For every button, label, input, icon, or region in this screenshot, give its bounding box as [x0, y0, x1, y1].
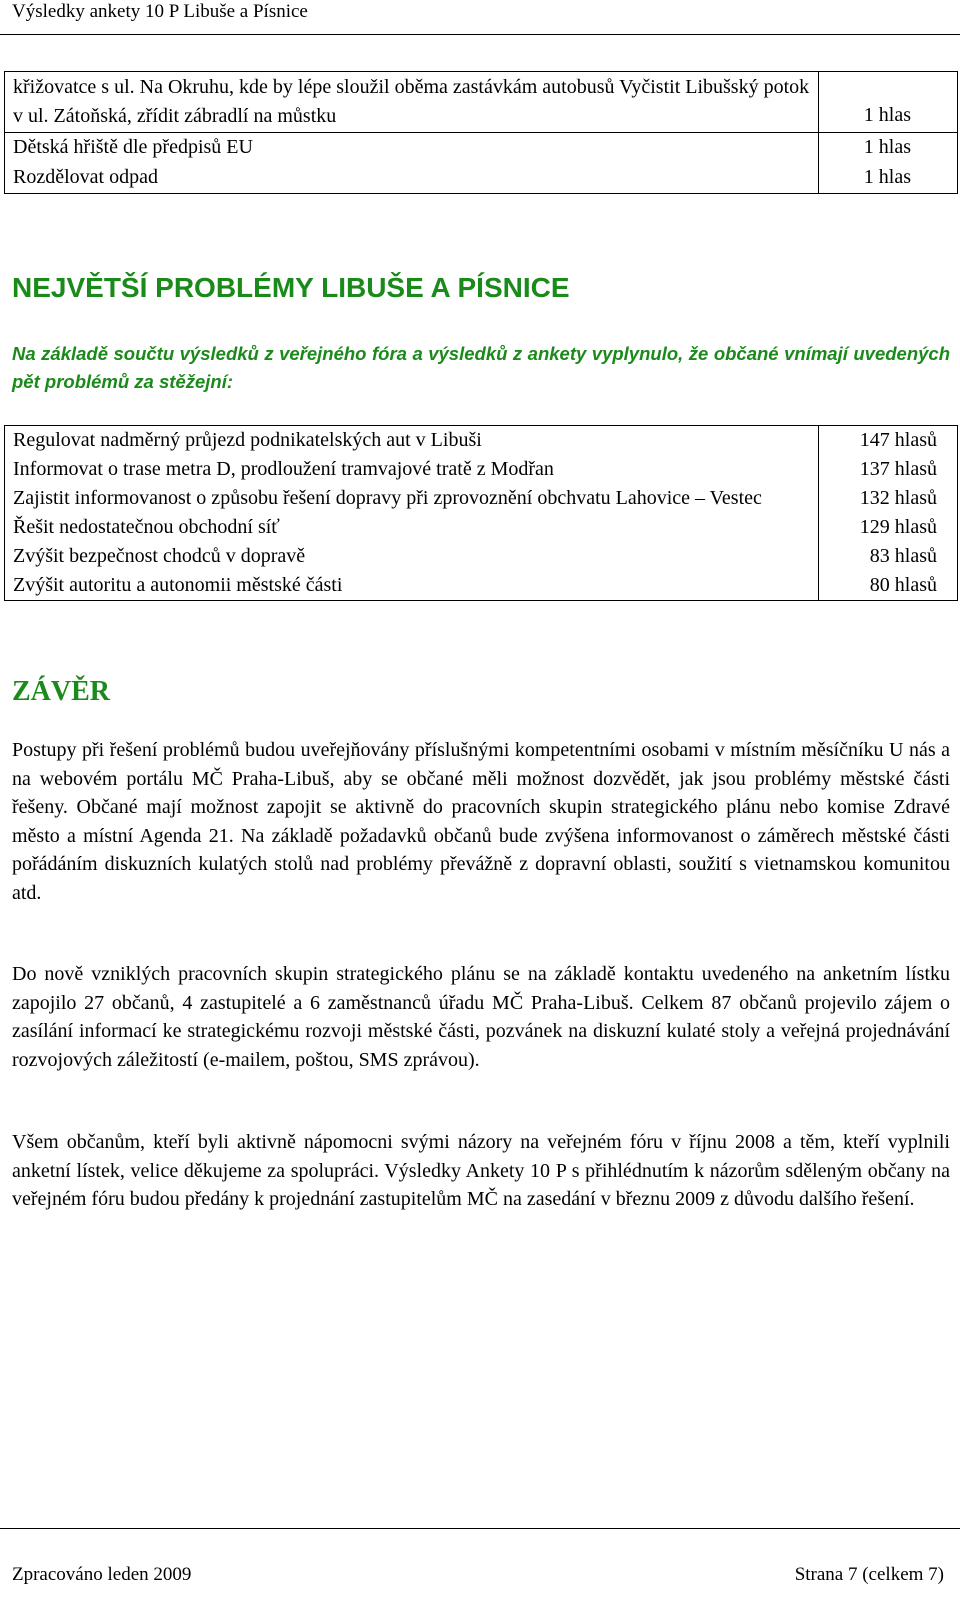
footer-date: Zpracováno leden 2009 — [12, 1564, 192, 1585]
votes-table-continued — [4, 71, 958, 194]
table-cell-votes: 1 hlas — [819, 163, 958, 194]
table-row — [5, 163, 958, 194]
table-cell-description: Zajistit informovanost o způsobu řešení dopravy při zprovoznění obchvatu Lahovice – Vestec — [5, 484, 819, 513]
table-cell-votes: 1 hlas — [819, 72, 958, 133]
table-cell-votes: 80 hlasů — [819, 571, 958, 601]
table-row — [5, 455, 958, 484]
table-row — [5, 133, 958, 164]
section-heading-problems: NEJVĚTŠÍ PROBLÉMY LIBUŠE A PÍSNICE — [12, 272, 570, 303]
table-row — [5, 72, 958, 133]
table-cell-description: Dětská hřiště dle předpisů EU — [5, 133, 819, 164]
table-row — [5, 542, 958, 571]
table-row — [5, 513, 958, 542]
table-cell-description: Zvýšit bezpečnost chodců v dopravě — [5, 542, 819, 571]
table-cell-votes: 147 hlasů — [819, 426, 958, 456]
table-row — [5, 426, 958, 456]
footer-divider — [0, 1528, 960, 1529]
header-divider — [0, 34, 960, 35]
table-cell-votes: 1 hlas — [819, 133, 958, 164]
table-cell-description: Řešit nedostatečnou obchodní síť — [5, 513, 819, 542]
table-cell-description: Rozdělovat odpad — [5, 163, 819, 194]
table-cell-description: Zvýšit autoritu a autonomii městské části — [5, 571, 819, 601]
table-row — [5, 484, 958, 513]
table-cell-description: křižovatce s ul. Na Okruhu, kde by lépe sloužil oběma zastávkám autobusů Vyčistit Libušský potok v ul. Zátoňská, zřídit zábradlí na můstku — [5, 72, 819, 133]
table-row — [5, 571, 958, 601]
table-cell-votes: 129 hlasů — [819, 513, 958, 542]
table-cell-votes: 83 hlasů — [819, 542, 958, 571]
table-cell-votes: 137 hlasů — [819, 455, 958, 484]
conclusion-paragraph-1: Postupy při řešení problémů budou uveřejňovány příslušnými kompetentními osobami v místním měsíčníku U nás a na webovém portálu MČ Praha-Libuš, aby se občané měli možnost dozvědět, jak jsou problémy městské části řešeny. Občané mají možnost zapojit se aktivně do pracovních skupin strategického plánu nebo komise Zdravé město a místní Agenda 21. Na základě požadavků občanů bude zvýšena informovanost o záměrech městské části pořádáním diskuzních kulatých stolů nad problémy převážně z dopravní oblasti, soužití s vietnamskou komunitou atd. — [12, 739, 950, 904]
conclusion-paragraph-2: Do nově vzniklých pracovních skupin strategického plánu se na základě kontaktu uvedeného na anketním lístku zapojilo 27 občanů, 4 zastupitelé a 6 zaměstnanců úřadu MČ Praha-Libuš. Celkem 87 občanů projevilo zájem o zasílání informací ke strategickému rozvoji městské části, pozvánek na diskuzní kulaté stoly a veřejná projednávání rozvojových záležitostí (e-mailem, poštou, SMS zprávou). — [12, 963, 950, 1071]
top-problems-table — [4, 425, 958, 601]
table-cell-description: Informovat o trase metra D, prodloužení tramvajové tratě z Modřan — [5, 455, 819, 484]
table-cell-description: Regulovat nadměrný průjezd podnikatelských aut v Libuši — [5, 426, 819, 456]
section-heading-conclusion: ZÁVĚR — [12, 676, 111, 707]
section-intro: Na základě součtu výsledků z veřejného fóra a výsledků z ankety vyplynulo, že občané vnímají uvedených pět problémů za stěžejní: — [12, 343, 950, 392]
footer-page-number: Strana 7 (celkem 7) — [794, 1564, 944, 1585]
table-cell-votes: 132 hlasů — [819, 484, 958, 513]
header-title: Výsledky ankety 10 P Libuše a Písnice — [12, 1, 308, 22]
conclusion-paragraph-3: Všem občanům, kteří byli aktivně nápomocni svými názory na veřejném fóru v říjnu 2008 a těm, kteří vyplnili anketní lístek, velice děkujeme za spolupráci. Výsledky Ankety 10 P s přihlédnutím k názorům sděleným občany na veřejném fóru budou předány k projednání zastupitelům MČ na zasedání v březnu 2009 z důvodu dalšího řešení. — [12, 1131, 950, 1210]
